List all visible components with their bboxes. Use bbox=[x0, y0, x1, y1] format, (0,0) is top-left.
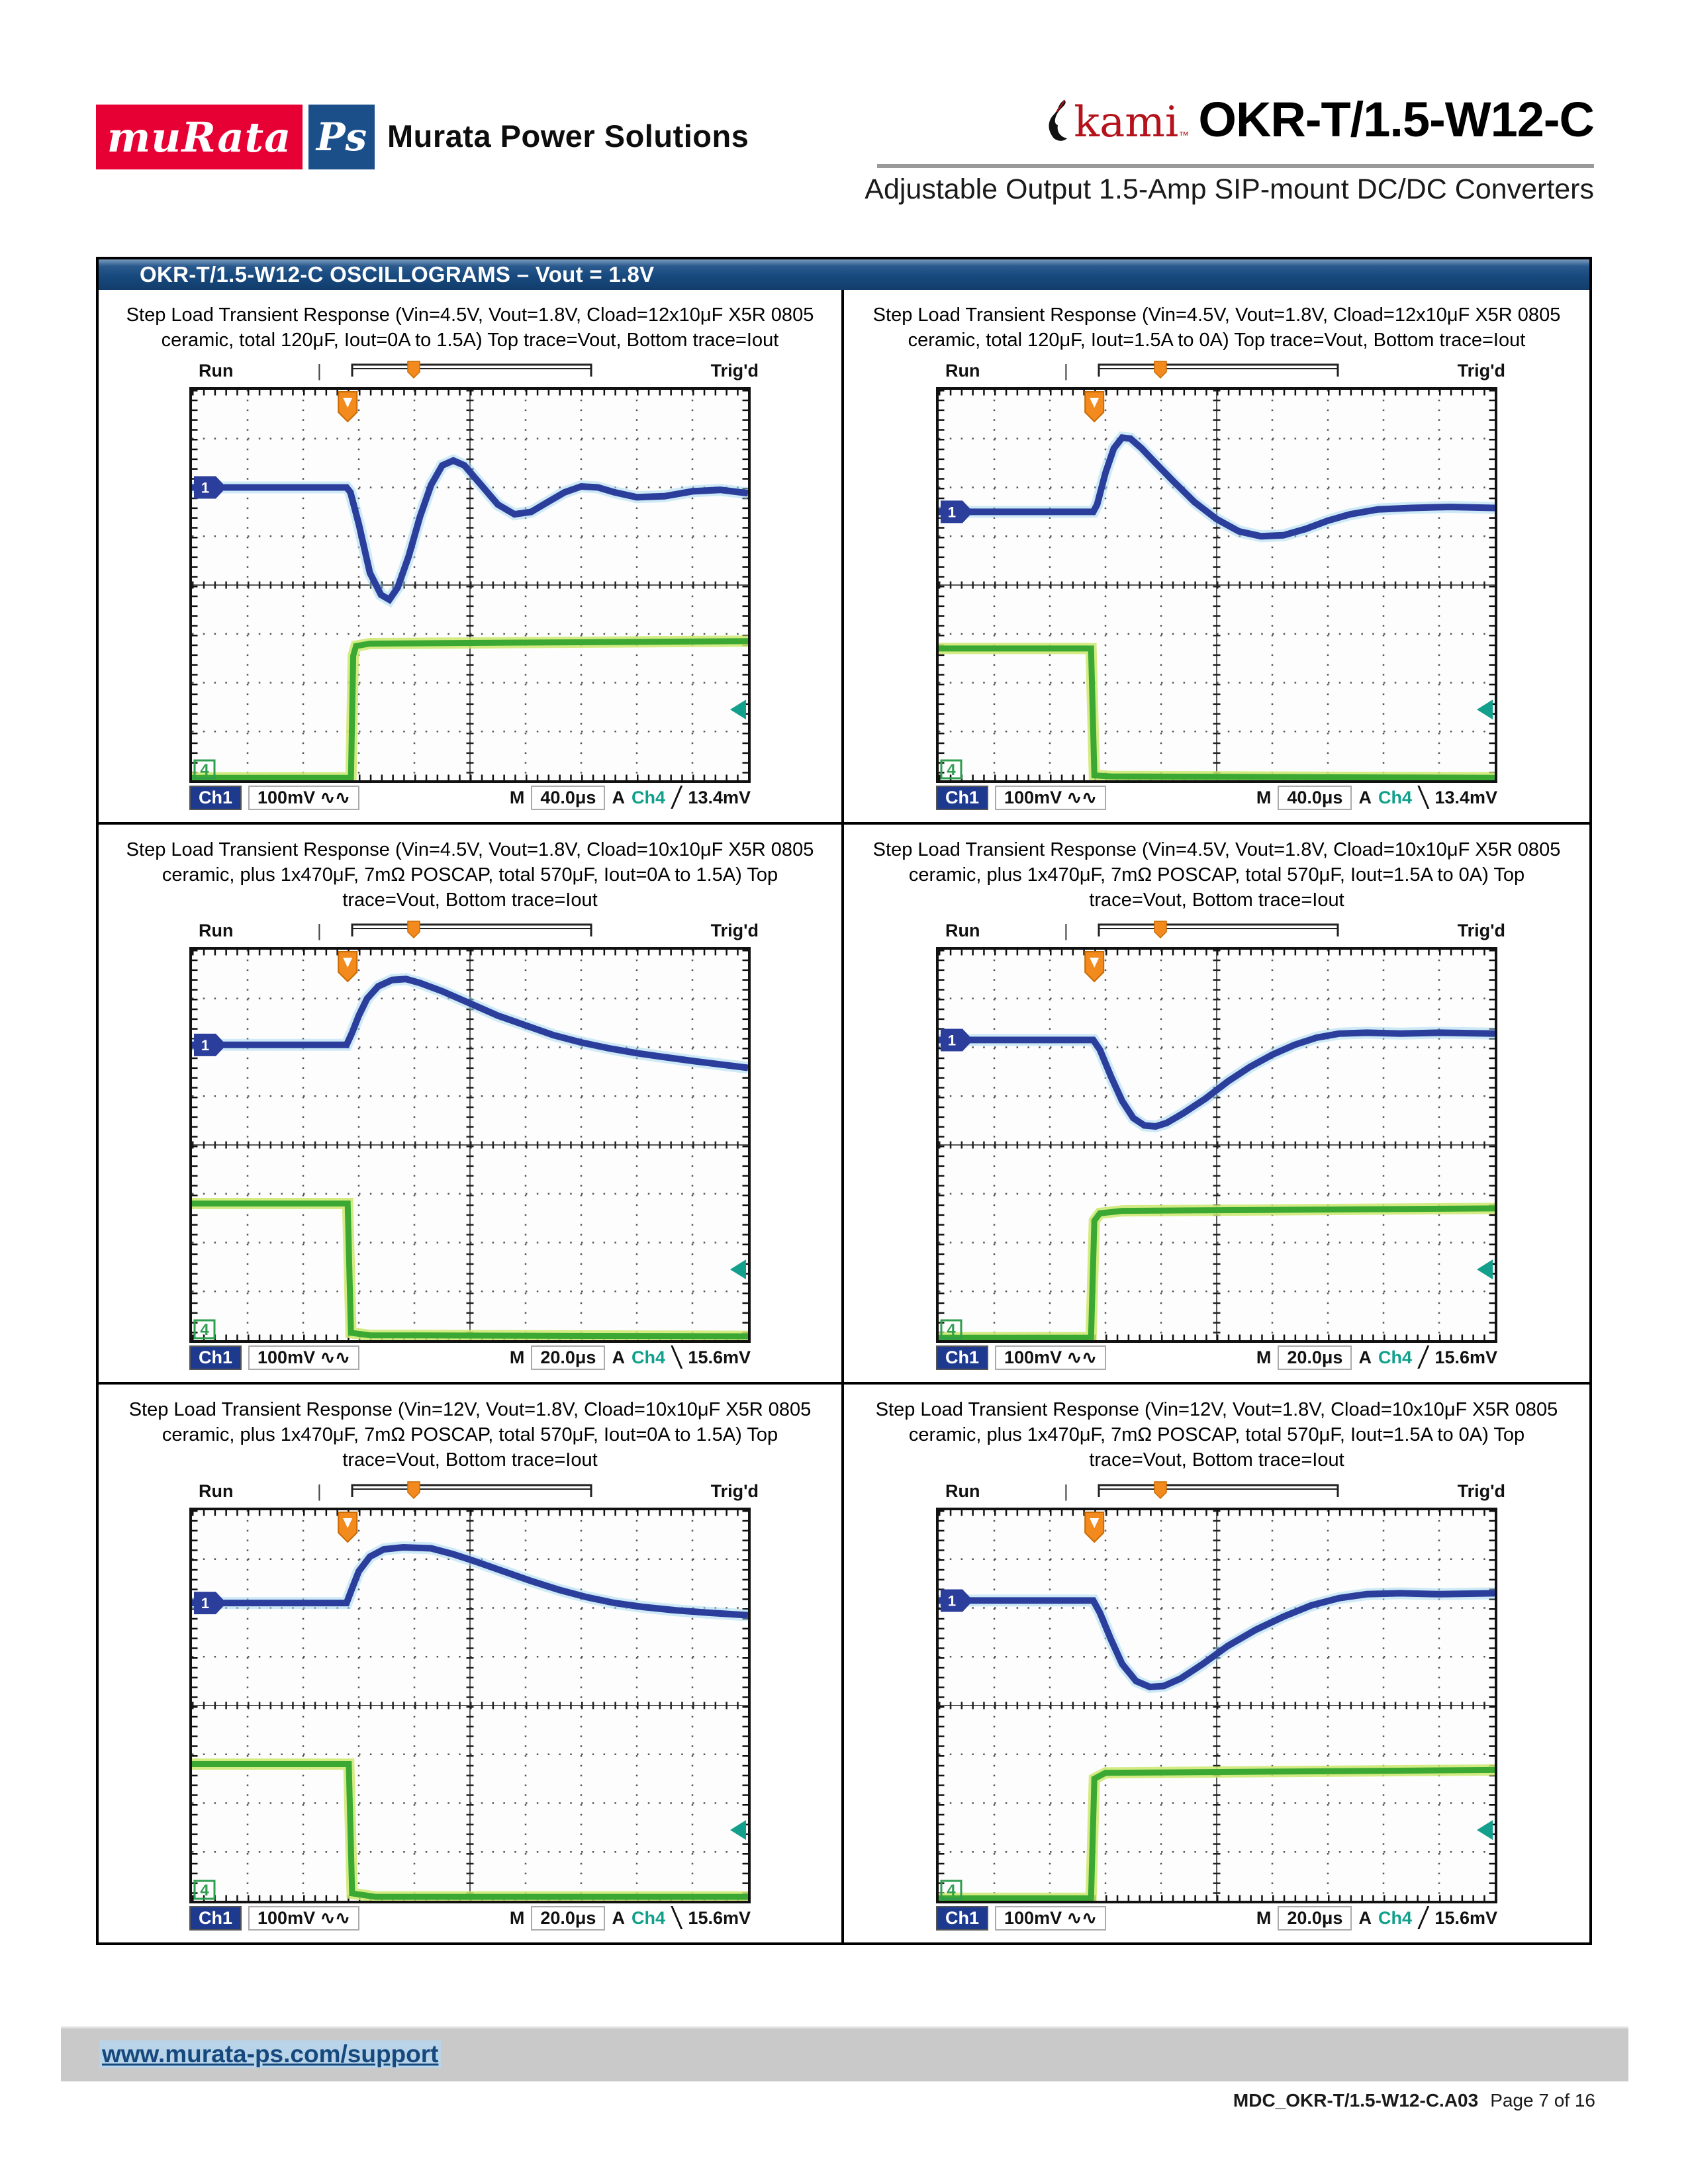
scope-screenshot bbox=[175, 1480, 765, 1931]
trigger-source-readout: Ch4 bbox=[631, 1347, 665, 1368]
ch1-scale-readout: 100mV ∿∿ bbox=[995, 1345, 1106, 1370]
run-tick: | bbox=[317, 921, 322, 941]
graticule-display bbox=[192, 950, 748, 1340]
scope-graticule bbox=[936, 947, 1497, 1343]
ch1-readout-chip: Ch1 bbox=[189, 1345, 242, 1370]
run-tick: | bbox=[1064, 921, 1068, 941]
scope-graticule bbox=[189, 1508, 751, 1903]
trigger-source-readout: Ch4 bbox=[1378, 1907, 1412, 1928]
trigger-level-readout: 15.6mV bbox=[688, 1347, 751, 1368]
ch1-readout-chip: Ch1 bbox=[936, 786, 988, 810]
document-reference bbox=[1233, 2090, 1595, 2111]
oscillogram-panel-2 bbox=[844, 290, 1589, 825]
scope-status-bar bbox=[936, 1906, 1497, 1931]
trigger-slope-icon: ╱ bbox=[1418, 1347, 1429, 1369]
trigger-source-readout: Ch4 bbox=[1378, 1347, 1412, 1368]
timebase-readout: 40.0μs bbox=[1278, 786, 1352, 810]
trigger-slope-icon: ╲ bbox=[671, 1907, 682, 1929]
okami-text: kami bbox=[1074, 98, 1179, 147]
run-tick: | bbox=[317, 361, 322, 381]
ch1-scale-readout: 100mV ∿∿ bbox=[995, 1906, 1106, 1931]
svg-text:1: 1 bbox=[947, 1032, 957, 1049]
run-tick: | bbox=[1064, 361, 1068, 381]
support-link[interactable]: www.murata-ps.com/support bbox=[99, 2040, 441, 2068]
trigd-status-label: Trig'd bbox=[1457, 921, 1505, 941]
footer-bar bbox=[61, 2026, 1628, 2081]
acquisition-window-bar bbox=[937, 1480, 1493, 1504]
ch1-readout-chip: Ch1 bbox=[936, 1345, 988, 1370]
ch1-scale-readout: 100mV ∿∿ bbox=[248, 1906, 359, 1931]
ch1-readout-chip: Ch1 bbox=[936, 1906, 988, 1931]
svg-text:1: 1 bbox=[201, 1594, 210, 1612]
trigger-slope-icon: ╱ bbox=[1418, 1907, 1429, 1929]
murata-logo bbox=[96, 105, 375, 169]
trigd-status-label: Trig'd bbox=[710, 1480, 759, 1501]
trigger-level-readout: 13.4mV bbox=[1434, 788, 1497, 808]
scope-top-bar bbox=[175, 359, 765, 387]
trigd-status-label: Trig'd bbox=[710, 921, 759, 941]
svg-text:1: 1 bbox=[947, 1592, 957, 1609]
trigger-level-readout: 15.6mV bbox=[688, 1907, 751, 1928]
panel-title: Step Load Transient Response (Vin=4.5V, Vout=1.8V, Cload=10x10μF X5R 0805 ceramic, plus 1x470μF, 7mΩ POSCAP, total 570μF, Iout=1.5A to 0A) Top trace=Vout, Bottom trace=Iout bbox=[872, 839, 1561, 911]
acquisition-label: A bbox=[1358, 1347, 1372, 1368]
company-name: Murata Power Solutions bbox=[387, 118, 749, 154]
ch1-scale-readout: 100mV ∿∿ bbox=[248, 1345, 359, 1370]
oscillogram-grid bbox=[99, 290, 1589, 1942]
timebase-m-label: M bbox=[509, 1347, 525, 1368]
scope-top-bar bbox=[175, 919, 765, 947]
timebase-readout: 20.0μs bbox=[531, 1906, 605, 1931]
page-number: Page 7 of 16 bbox=[1490, 2090, 1595, 2111]
scope-screenshot bbox=[921, 919, 1512, 1370]
run-status-label: Run bbox=[199, 921, 234, 941]
doc-ref-code: MDC_OKR-T/1.5-W12-C.A03 bbox=[1233, 2090, 1479, 2111]
acquisition-window-bar bbox=[191, 1480, 747, 1504]
run-tick: | bbox=[317, 1480, 322, 1501]
timebase-readout: 20.0μs bbox=[1278, 1345, 1352, 1370]
panel-title: Step Load Transient Response (Vin=4.5V, Vout=1.8V, Cload=12x10μF X5R 0805 ceramic, total 120μF, Iout=1.5A to 0A) Top trace=Vout, Bottom trace=Iout bbox=[872, 304, 1561, 351]
oscillogram-panel-5 bbox=[99, 1385, 844, 1942]
timebase-readout: 20.0μs bbox=[531, 1345, 605, 1370]
panel-title: Step Load Transient Response (Vin=4.5V, Vout=1.8V, Cload=12x10μF X5R 0805 ceramic, total 120μF, Iout=0A to 1.5A) Top trace=Vout, Bottom trace=Iout bbox=[126, 304, 814, 351]
graticule-display bbox=[192, 390, 748, 780]
svg-text:4: 4 bbox=[200, 761, 209, 780]
trigger-slope-icon: ╱ bbox=[671, 787, 682, 809]
oscillogram-panel-3 bbox=[99, 825, 844, 1385]
okami-logo bbox=[1045, 98, 1190, 147]
svg-text:1: 1 bbox=[201, 1037, 210, 1054]
graticule-display bbox=[192, 1510, 748, 1901]
header-divider bbox=[877, 164, 1594, 168]
acquisition-window-bar bbox=[937, 919, 1493, 943]
svg-text:1: 1 bbox=[947, 504, 957, 521]
oscillogram-section bbox=[96, 257, 1592, 1945]
run-status-label: Run bbox=[945, 1480, 980, 1501]
oscillogram-panel-1 bbox=[99, 290, 844, 825]
trigd-status-label: Trig'd bbox=[710, 361, 759, 381]
murata-logo-red-box bbox=[96, 105, 303, 169]
acquisition-label: A bbox=[612, 1347, 625, 1368]
trigger-source-readout: Ch4 bbox=[631, 1907, 665, 1928]
scope-screenshot bbox=[175, 919, 765, 1370]
scope-screenshot bbox=[175, 359, 765, 810]
scope-status-bar bbox=[189, 786, 751, 810]
product-name: OKR-T/1.5-W12-C bbox=[1198, 92, 1594, 147]
scope-top-bar bbox=[921, 359, 1512, 387]
run-status-label: Run bbox=[199, 361, 234, 381]
trigger-level-readout: 13.4mV bbox=[688, 788, 751, 808]
acquisition-label: A bbox=[1358, 1907, 1372, 1928]
okami-fox-icon bbox=[1045, 99, 1074, 142]
scope-screenshot bbox=[921, 359, 1512, 810]
timebase-m-label: M bbox=[1256, 1907, 1272, 1928]
scope-top-bar bbox=[175, 1480, 765, 1508]
graticule-display bbox=[939, 1510, 1495, 1901]
timebase-m-label: M bbox=[1256, 1347, 1272, 1368]
panel-title: Step Load Transient Response (Vin=4.5V, Vout=1.8V, Cload=10x10μF X5R 0805 ceramic, plus 1x470μF, 7mΩ POSCAP, total 570μF, Iout=0A to 1.5A) Top trace=Vout, Bottom trace=Iout bbox=[126, 839, 814, 911]
oscillogram-panel-6 bbox=[844, 1385, 1589, 1942]
trigger-level-readout: 15.6mV bbox=[1434, 1907, 1497, 1928]
scope-status-bar bbox=[936, 786, 1497, 810]
trigger-source-readout: Ch4 bbox=[631, 788, 665, 808]
acquisition-label: A bbox=[612, 1907, 625, 1928]
ps-logo-blue-box bbox=[308, 105, 375, 169]
section-title: OKR-T/1.5-W12-C OSCILLOGRAMS – Vout = 1.8V bbox=[140, 262, 655, 287]
ch1-readout-chip: Ch1 bbox=[189, 786, 242, 810]
timebase-m-label: M bbox=[1256, 788, 1272, 808]
ch1-readout-chip: Ch1 bbox=[189, 1906, 242, 1931]
timebase-m-label: M bbox=[509, 788, 525, 808]
scope-screenshot bbox=[921, 1480, 1512, 1931]
svg-text:4: 4 bbox=[200, 1881, 209, 1899]
timebase-m-label: M bbox=[509, 1907, 525, 1928]
trigger-source-readout: Ch4 bbox=[1378, 788, 1412, 808]
oscillogram-panel-4 bbox=[844, 825, 1589, 1385]
trigger-slope-icon: ╲ bbox=[1418, 787, 1429, 809]
timebase-readout: 40.0μs bbox=[531, 786, 605, 810]
ch1-scale-readout: 100mV ∿∿ bbox=[995, 786, 1106, 810]
scope-graticule bbox=[936, 1508, 1497, 1903]
scope-status-bar bbox=[189, 1345, 751, 1370]
run-status-label: Run bbox=[199, 1480, 234, 1501]
scope-status-bar bbox=[189, 1906, 751, 1931]
timebase-readout: 20.0μs bbox=[1278, 1906, 1352, 1931]
acquisition-label: A bbox=[612, 788, 625, 808]
trigd-status-label: Trig'd bbox=[1457, 1480, 1505, 1501]
section-title-bar bbox=[99, 259, 1589, 290]
scope-status-bar bbox=[936, 1345, 1497, 1370]
scope-graticule bbox=[936, 387, 1497, 783]
acquisition-window-bar bbox=[937, 359, 1493, 383]
scope-top-bar bbox=[921, 1480, 1512, 1508]
okami-trademark: ™ bbox=[1178, 130, 1190, 142]
trigd-status-label: Trig'd bbox=[1457, 361, 1505, 381]
trigger-level-readout: 15.6mV bbox=[1434, 1347, 1497, 1368]
run-status-label: Run bbox=[945, 361, 980, 381]
scope-top-bar bbox=[921, 919, 1512, 947]
svg-text:1: 1 bbox=[201, 479, 210, 496]
ps-logo-text: Ps bbox=[316, 114, 367, 159]
product-subtitle: Adjustable Output 1.5-Amp SIP-mount DC/DC Converters bbox=[865, 173, 1594, 205]
graticule-display bbox=[939, 950, 1495, 1340]
panel-title: Step Load Transient Response (Vin=12V, Vout=1.8V, Cload=10x10μF X5R 0805 ceramic, plus 1x470μF, 7mΩ POSCAP, total 570μF, Iout=1.5A to 0A) Top trace=Vout, Bottom trace=Iout bbox=[875, 1399, 1558, 1471]
svg-text:4: 4 bbox=[947, 1321, 956, 1340]
svg-text:4: 4 bbox=[947, 761, 956, 780]
acquisition-window-bar bbox=[191, 359, 747, 383]
trigger-slope-icon: ╲ bbox=[671, 1347, 682, 1369]
run-tick: | bbox=[1064, 1480, 1068, 1501]
ch1-scale-readout: 100mV ∿∿ bbox=[248, 786, 359, 810]
product-header bbox=[1045, 92, 1594, 147]
murata-logo-text: muRata bbox=[107, 113, 292, 161]
svg-text:4: 4 bbox=[947, 1881, 956, 1899]
acquisition-label: A bbox=[1358, 788, 1372, 808]
svg-text:4: 4 bbox=[200, 1321, 209, 1340]
run-status-label: Run bbox=[945, 921, 980, 941]
graticule-display bbox=[939, 390, 1495, 780]
scope-graticule bbox=[189, 387, 751, 783]
scope-graticule bbox=[189, 947, 751, 1343]
panel-title: Step Load Transient Response (Vin=12V, Vout=1.8V, Cload=10x10μF X5R 0805 ceramic, plus 1x470μF, 7mΩ POSCAP, total 570μF, Iout=0A to 1.5A) Top trace=Vout, Bottom trace=Iout bbox=[128, 1399, 812, 1471]
acquisition-window-bar bbox=[191, 919, 747, 943]
